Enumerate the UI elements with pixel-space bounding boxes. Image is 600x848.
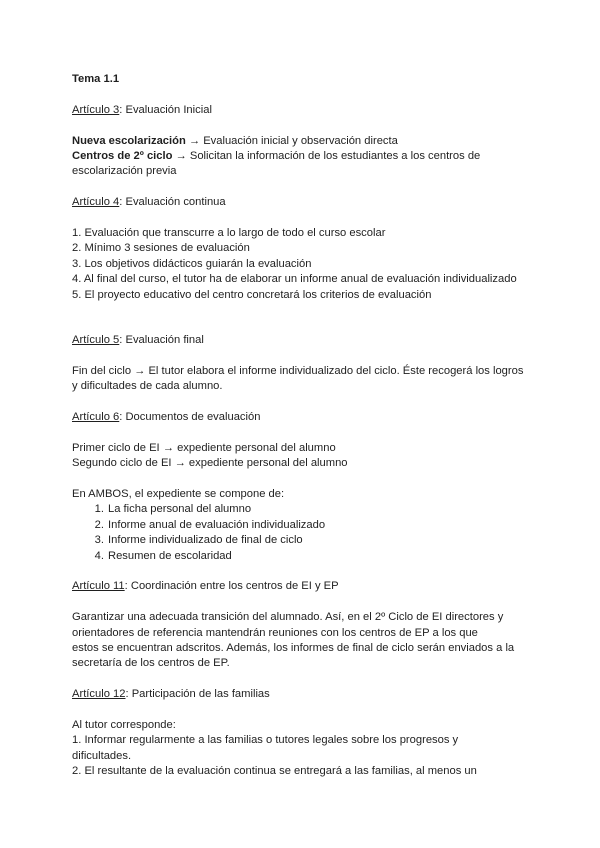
- article-3-line-1-text: → Evaluación inicial y observación directa: [185, 134, 398, 147]
- list-item-number: 1.: [94, 503, 104, 516]
- article-3-line-2-bold: Centros de 2º ciclo: [72, 150, 173, 162]
- article-12-label: Artículo 12: [72, 688, 126, 701]
- article-5-heading: [72, 333, 532, 348]
- article-11-line: Garantizar una adecuada transición del alumnado. Así, en el 2º Ciclo de EI directores y: [72, 611, 504, 624]
- article-4-item: 5. El proyecto educativo del centro concretará los criterios de evaluación: [72, 288, 432, 301]
- article-6-heading: [72, 410, 532, 425]
- article-3-line-1-bold: Nueva escolarización: [72, 134, 186, 147]
- article-4-label: Artículo 4: [72, 196, 120, 209]
- article-6-line-1: Primer ciclo de EI → expediente personal del alumno: [72, 441, 336, 454]
- article-6-list: [72, 502, 532, 564]
- document-title: Tema 1.1: [72, 73, 120, 85]
- article-5-label: Artículo 5: [72, 334, 120, 347]
- article-4-heading: [72, 195, 532, 210]
- article-12-intro: Al tutor corresponde:: [72, 719, 176, 732]
- article-4-item: 1. Evaluación que transcurre a lo largo de todo el curso escolar: [72, 227, 386, 239]
- list-item: [72, 549, 532, 564]
- article-12-heading: [72, 687, 532, 702]
- article-3-label: Artículo 3: [72, 103, 120, 116]
- list-item-text: Resumen de escolaridad: [108, 549, 232, 562]
- list-item: [72, 518, 532, 533]
- article-3-heading: [72, 103, 532, 118]
- list-item-number: 4.: [94, 549, 104, 562]
- article-3-line-2: [72, 149, 532, 180]
- article-12-title: : Participación de las familias: [125, 688, 270, 701]
- list-item: [72, 502, 532, 517]
- article-6-title: : Documentos de evaluación: [119, 411, 261, 424]
- article-11-title: : Coordinación entre los centros de EI y EP: [124, 580, 339, 593]
- document-page: [72, 72, 532, 780]
- article-3-line-2-text: → Solicitan la información de los estudiantes a los centros de escolarización previa: [72, 150, 481, 178]
- article-4-item: 4. Al final del curso, el tutor ha de elaborar un informe anual de evaluación individualizado: [72, 273, 517, 286]
- article-4-item: 2. Mínimo 3 sesiones de evaluación: [72, 242, 250, 255]
- article-3-line-1: [72, 134, 532, 149]
- article-12-line: 2. El resultante de la evaluación continua se entregará a las familias, al menos un: [72, 765, 477, 778]
- article-11-heading: [72, 579, 532, 594]
- list-item-text: Informe anual de evaluación individualizado: [108, 518, 326, 531]
- article-5-text: Fin del ciclo → El tutor elabora el informe individualizado del ciclo. Éste recogerá los logros y dificultades de cada alumno.: [72, 364, 524, 393]
- article-5-title: : Evaluación final: [119, 334, 204, 347]
- list-item: [72, 533, 532, 548]
- article-12-line: 1. Informar regularmente a las familias o tutores legales sobre los progresos y: [72, 734, 459, 747]
- article-6-line-2: Segundo ciclo de EI → expediente personal del alumno: [72, 457, 348, 470]
- article-3-title: : Evaluación Inicial: [119, 103, 212, 116]
- article-11-line: orientadores de referencia mantendrán reuniones con los centros de EP a los que: [72, 626, 478, 639]
- article-4-title: : Evaluación continua: [119, 196, 226, 209]
- list-item-text: La ficha personal del alumno: [108, 503, 252, 516]
- list-item-number: 2.: [94, 518, 104, 531]
- article-11-label: Artículo 11: [72, 580, 125, 593]
- article-11-line: secretaría de los centros de EP.: [72, 657, 230, 670]
- article-4-item: 3. Los objetivos didácticos guiarán la evaluación: [72, 257, 312, 270]
- list-item-text: Informe individualizado de final de ciclo: [108, 534, 303, 547]
- article-12-line: dificultades.: [72, 749, 132, 762]
- list-item-number: 3.: [94, 534, 104, 547]
- article-6-label: Artículo 6: [72, 411, 120, 424]
- article-6-intro: En AMBOS, el expediente se compone de:: [72, 488, 285, 501]
- article-11-line: estos se encuentran adscritos. Además, los informes de final de ciclo serán enviados a la: [72, 642, 515, 655]
